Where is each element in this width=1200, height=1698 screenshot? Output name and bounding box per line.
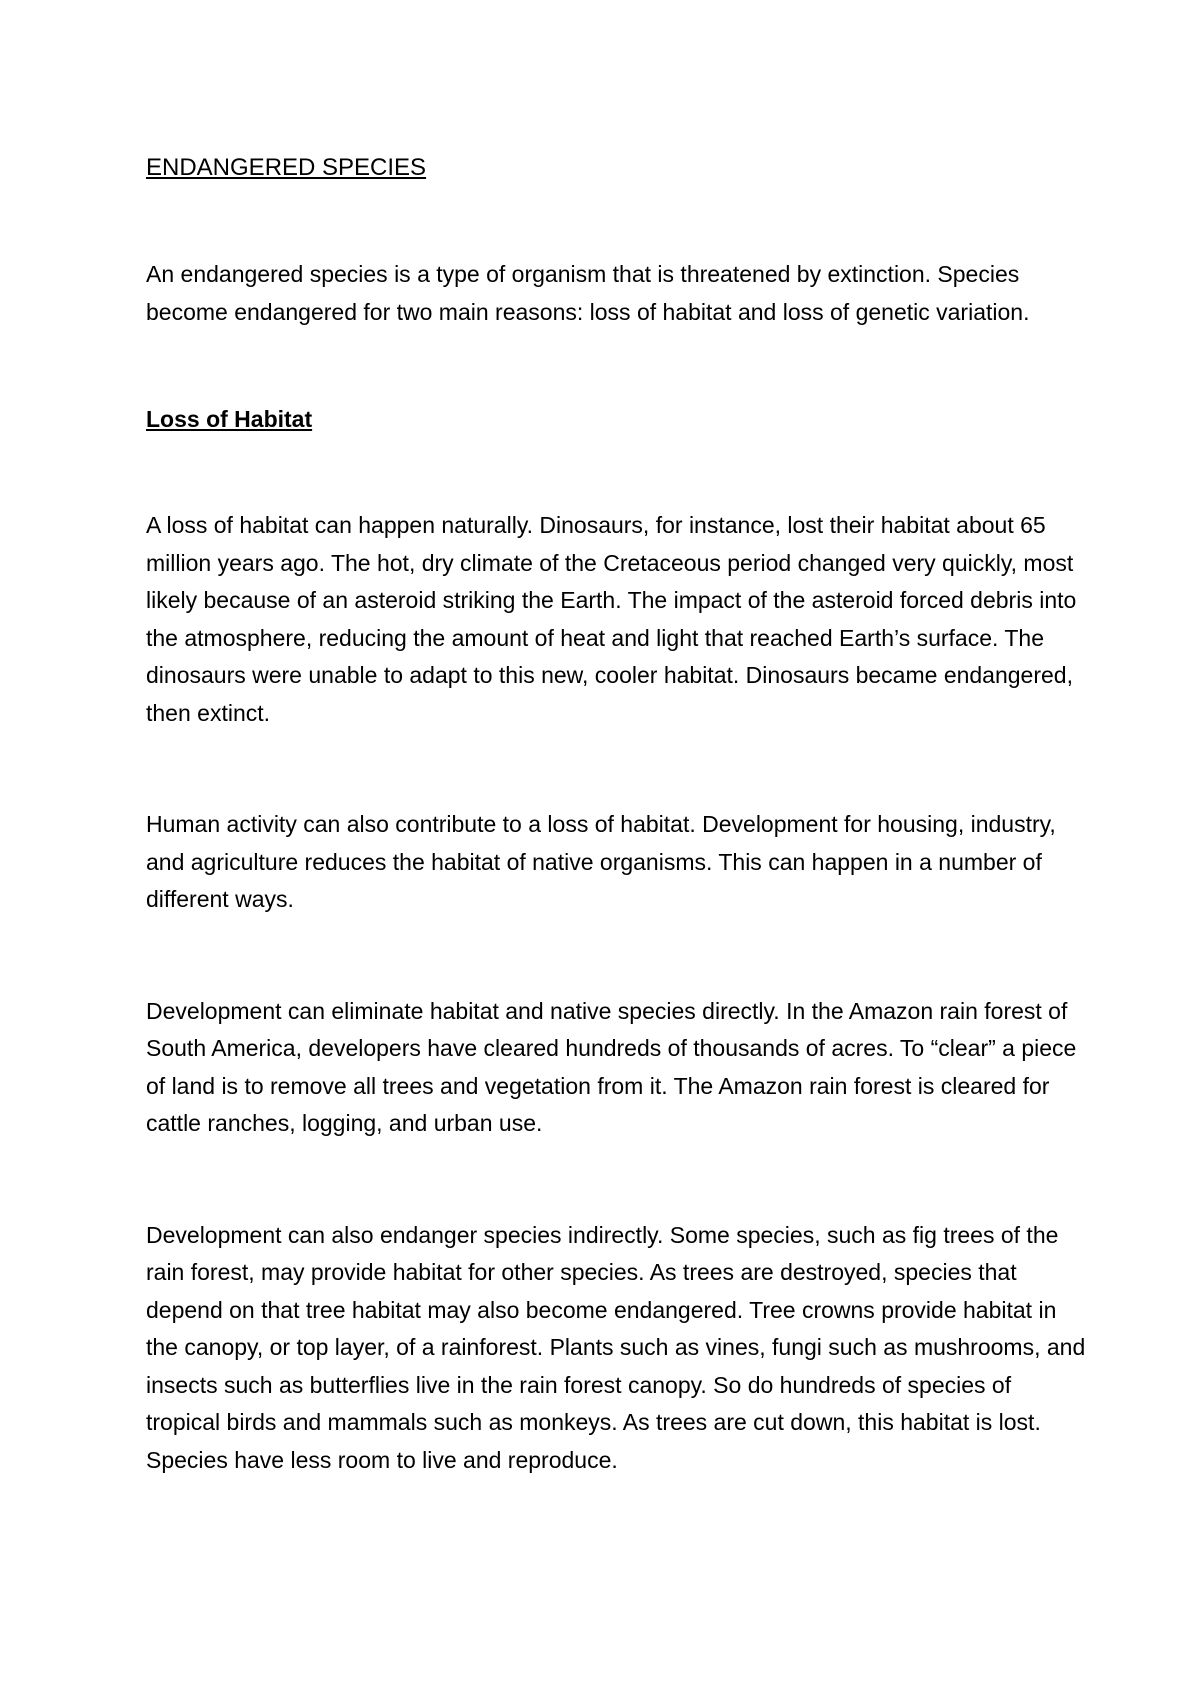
intro-paragraph: An endangered species is a type of organism that is threatened by extinction. Species become endangered for two main reasons: loss of habitat and loss of genetic variation. — [146, 261, 1030, 325]
section-heading: Loss of Habitat — [146, 406, 313, 432]
document-body — [146, 150, 1086, 1479]
paragraph-natural-loss: A loss of habitat can happen naturally. Dinosaurs, for instance, lost their habitat about 65 million years ago. The hot, dry climate of the Cretaceous period changed very quickly, most likely because of an asteroid striking the Earth. The impact of the asteroid forced debris into the atmosphere, reducing the amount of heat and light that reached Earth’s surface. The dinosaurs were unable to adapt to this new, cooler habitat. Dinosaurs became endangered, then extinct. — [146, 512, 1077, 726]
paragraph-indirect-development: Development can also endanger species indirectly. Some species, such as fig trees of the rain forest, may provide habitat for other species. As trees are destroyed, species that depend on that tree habitat may also become endangered. Tree crowns provide habitat in the canopy, or top layer, of a rainforest. Plants such as vines, fungi such as mushrooms, and insects such as butterflies live in the rain forest canopy. So do hundreds of species of tropical birds and mammals such as monkeys. As trees are cut down, this habitat is lost. Species have less room to live and reproduce. — [146, 1221, 1086, 1473]
document-title: ENDANGERED SPECIES — [146, 154, 427, 181]
paragraph-direct-development: Development can eliminate habitat and native species directly. In the Amazon rain forest of South America, developers have cleared hundreds of thousands of acres. To “clear” a piece of land is to remove all trees and vegetation from it. The Amazon rain forest is cleared for cattle ranches, logging, and urban use. — [146, 997, 1077, 1136]
paragraph-human-activity: Human activity can also contribute to a loss of habitat. Development for housing, industry, and agriculture reduces the habitat of native organisms. This can happen in a number of different ways. — [146, 811, 1056, 912]
